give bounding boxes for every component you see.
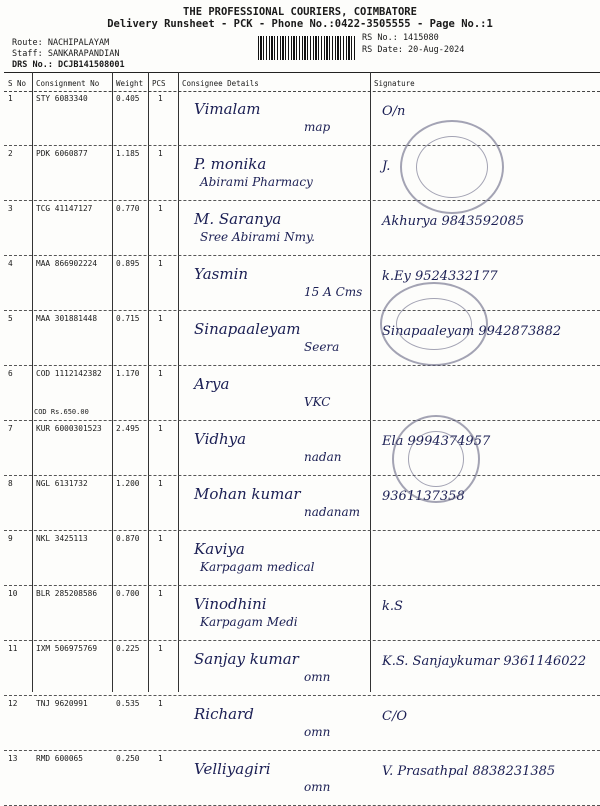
consignee-place: 15 A Cms (304, 285, 363, 299)
consignee-place: nadan (304, 450, 342, 464)
signature: V. Prasathpal 8838231385 (382, 764, 556, 779)
consignee-place: Karpagam medical (200, 560, 315, 574)
weight-value: 0.405 (116, 94, 140, 103)
signature: k.Ey 9524332177 (382, 269, 498, 284)
consignee-place: VKC (304, 395, 331, 409)
pieces-count: 1 (158, 699, 163, 708)
consignee-place: Abirami Pharmacy (200, 175, 313, 189)
signature: C/O (382, 709, 407, 724)
table-row (4, 640, 600, 696)
consignee-place: map (304, 120, 331, 134)
serial-number: 7 (8, 424, 13, 433)
serial-number: 3 (8, 204, 13, 213)
table-row (4, 310, 600, 366)
consignment-number: STY 6083340 (36, 94, 88, 103)
col-signature: Signature (374, 79, 415, 88)
consignment-number: TCG 41147127 (36, 204, 93, 213)
pieces-count: 1 (158, 149, 163, 158)
consignment-number: NGL 6131732 (36, 479, 88, 488)
cod-amount: COD Rs.650.00 (34, 408, 89, 416)
col-sno: S No (8, 79, 27, 88)
pieces-count: 1 (158, 754, 163, 763)
consignee-name: Mohan kumar (194, 485, 301, 503)
table-header (4, 72, 600, 92)
weight-value: 1.200 (116, 479, 140, 488)
pieces-count: 1 (158, 424, 163, 433)
signature: Ela 9994374957 (382, 434, 491, 449)
rs-date: RS Date: 20-Aug-2024 (362, 45, 465, 55)
consignee-name: Sanjay kumar (194, 650, 299, 668)
consignment-number: MAA 866902224 (36, 259, 98, 268)
table-row (4, 530, 600, 586)
signature: J. (382, 159, 391, 174)
consignee-name: Arya (194, 375, 230, 393)
signature: Sinapaaleyam 9942873882 (382, 324, 562, 339)
col-consignee: Consignee Details (182, 79, 259, 88)
consignee-place: omn (304, 725, 331, 739)
pieces-count: 1 (158, 94, 163, 103)
drs-number: DRS No.: DCJB141508001 (12, 60, 125, 70)
consignee-name: M. Saranya (194, 210, 282, 228)
consignee-name: Richard (194, 705, 254, 723)
barcode (258, 36, 356, 60)
staff-label: Staff: SANKARAPANDIAN (12, 49, 120, 59)
round-stamp (380, 282, 488, 366)
pieces-count: 1 (158, 479, 163, 488)
weight-value: 0.700 (116, 589, 140, 598)
weight-value: 0.870 (116, 534, 140, 543)
signature: 9361137358 (382, 489, 465, 504)
consignee-name: Vidhya (194, 430, 247, 448)
consignment-number: PDK 6060877 (36, 149, 88, 158)
serial-number: 13 (8, 754, 18, 763)
serial-number: 5 (8, 314, 13, 323)
serial-number: 6 (8, 369, 13, 378)
consignee-place: Karpagam Medi (200, 615, 298, 629)
consignment-number: COD 1112142382 (36, 369, 102, 378)
table-row (4, 90, 600, 146)
consignee-name: P. monika (194, 155, 267, 173)
consignment-number: IXM 506975769 (36, 644, 98, 653)
consignee-name: Kaviya (194, 540, 245, 558)
table-row (4, 585, 600, 641)
consignment-number: BLR 285208586 (36, 589, 98, 598)
col-weight: Weight (116, 79, 144, 88)
weight-value: 0.250 (116, 754, 140, 763)
consignee-place: omn (304, 670, 331, 684)
consignment-number: NKL 3425113 (36, 534, 88, 543)
consignee-name: Velliyagiri (194, 760, 271, 778)
consignee-place: Sree Abirami Nmy. (200, 230, 315, 244)
weight-value: 2.495 (116, 424, 140, 433)
pieces-count: 1 (158, 314, 163, 323)
consignee-name: Vinodhini (194, 595, 267, 613)
route-label: Route: NACHIPALAYAM (12, 38, 110, 48)
signature: k.S (382, 599, 403, 614)
serial-number: 9 (8, 534, 13, 543)
serial-number: 4 (8, 259, 13, 268)
company-title: THE PROFESSIONAL COURIERS, COIMBATORE (183, 6, 417, 18)
serial-number: 2 (8, 149, 13, 158)
pieces-count: 1 (158, 204, 163, 213)
pieces-count: 1 (158, 644, 163, 653)
consignee-place: Seera (304, 340, 340, 354)
pieces-count: 1 (158, 534, 163, 543)
table-row (4, 420, 600, 476)
consignment-number: KUR 6000301523 (36, 424, 102, 433)
table-row (4, 475, 600, 531)
pharmacy-stamp (400, 120, 504, 214)
table-row (4, 200, 600, 256)
col-consignment: Consignment No (36, 79, 100, 88)
weight-value: 0.225 (116, 644, 140, 653)
consignee-place: nadanam (304, 505, 360, 519)
table-row (4, 365, 600, 421)
pieces-count: 1 (158, 589, 163, 598)
weight-value: 0.535 (116, 699, 140, 708)
pieces-count: 1 (158, 369, 163, 378)
signature: Akhurya 9843592085 (382, 214, 525, 229)
runsheet-subtitle: Delivery Runsheet - PCK - Phone No.:0422-3505555 - Page No.:1 (107, 18, 493, 30)
rs-number: RS No.: 1415080 (362, 33, 439, 43)
consignment-number: MAA 301881448 (36, 314, 98, 323)
weight-value: 1.170 (116, 369, 140, 378)
weight-value: 0.770 (116, 204, 140, 213)
serial-number: 8 (8, 479, 13, 488)
consignee-name: Yasmin (194, 265, 249, 283)
consignee-place: omn (304, 780, 331, 794)
consignment-number: TNJ 9620991 (36, 699, 88, 708)
signature: O/n (382, 104, 406, 119)
col-pcs: PCS (152, 79, 166, 88)
weight-value: 1.185 (116, 149, 140, 158)
signature: K.S. Sanjaykumar 9361146022 (382, 654, 587, 669)
consignment-number: RMD 600065 (36, 754, 83, 763)
table-row (4, 145, 600, 201)
table-row (4, 255, 600, 311)
serial-number: 1 (8, 94, 13, 103)
consignee-name: Vimalam (194, 100, 261, 118)
serial-number: 10 (8, 589, 18, 598)
serial-number: 11 (8, 644, 18, 653)
weight-value: 0.895 (116, 259, 140, 268)
table-row (4, 750, 600, 806)
table-row (4, 695, 600, 751)
serial-number: 12 (8, 699, 18, 708)
pieces-count: 1 (158, 259, 163, 268)
hospital-stamp (392, 415, 480, 503)
consignee-name: Sinapaaleyam (194, 320, 301, 338)
weight-value: 0.715 (116, 314, 140, 323)
